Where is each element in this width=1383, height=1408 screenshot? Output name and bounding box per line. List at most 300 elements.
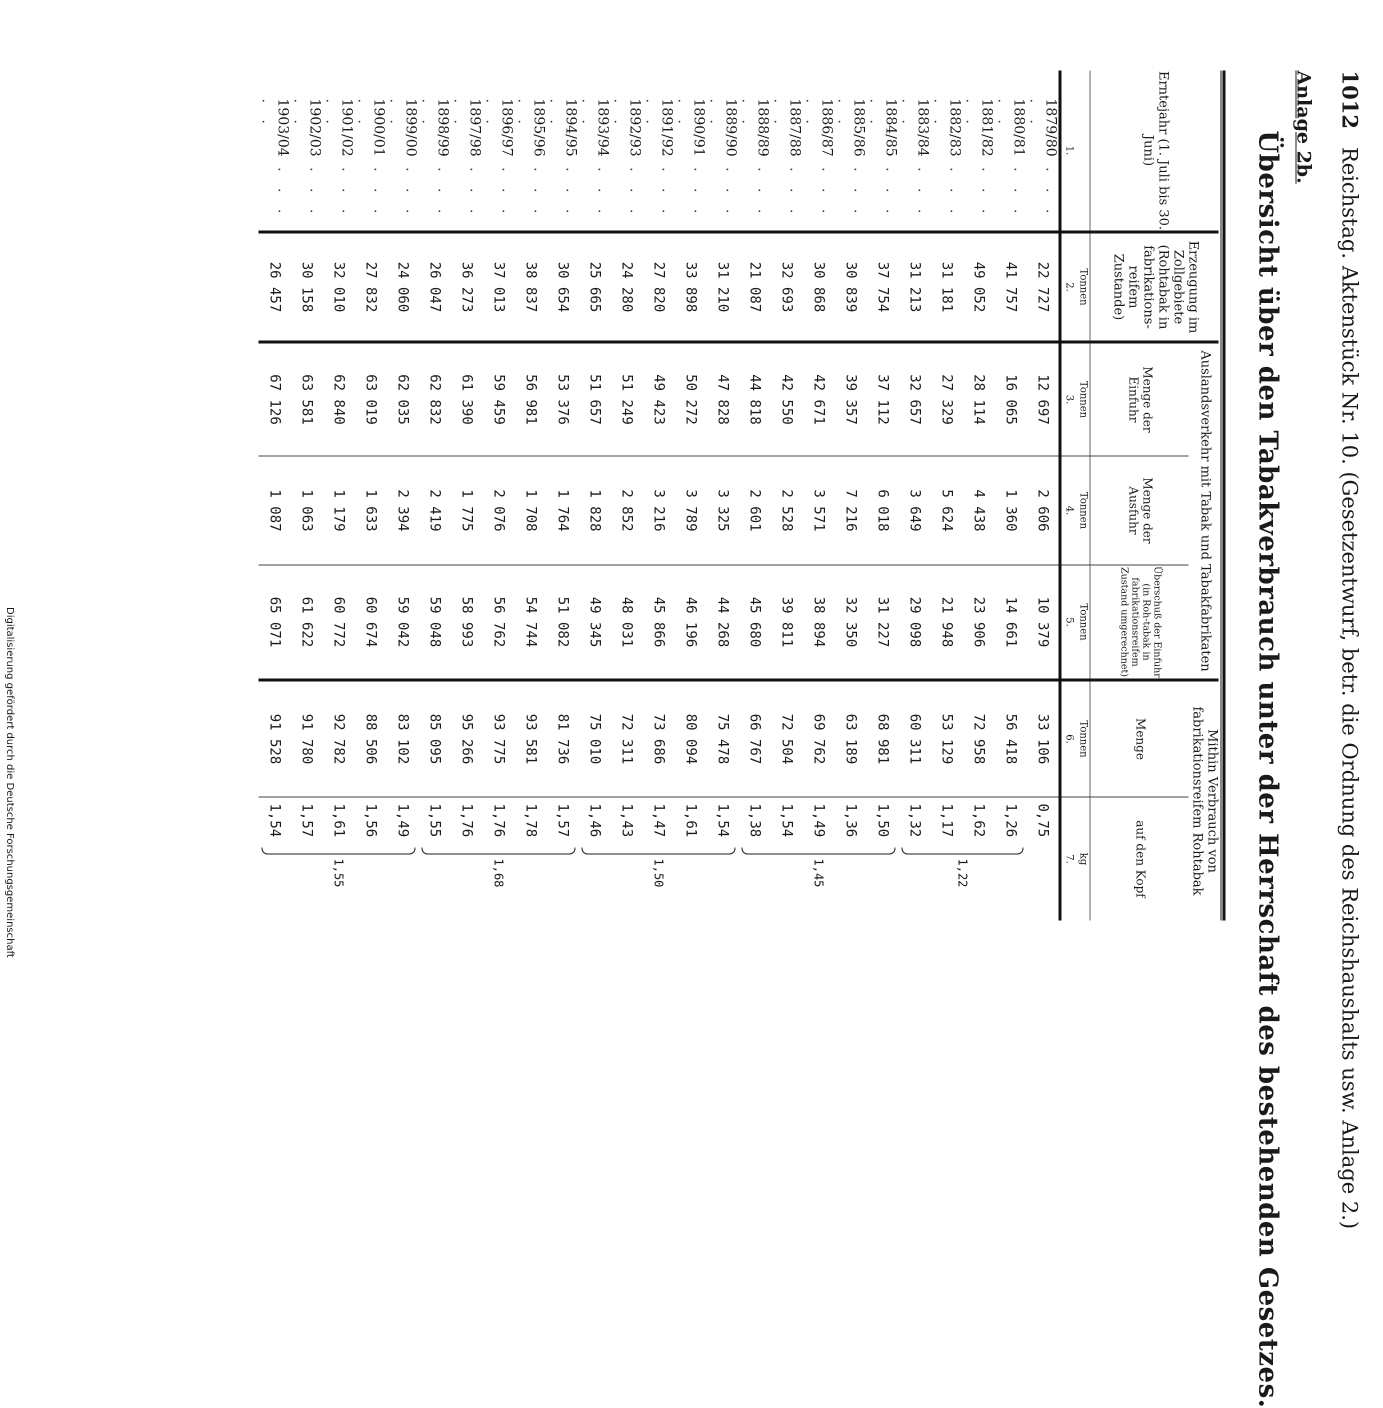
year-label: 1897/98 [466,98,483,157]
leader-dots: . . . . . [354,98,387,220]
table-row [547,71,579,921]
cell-menge: 53 129 [931,680,963,797]
year-label: 1903/04 [274,98,291,157]
brace-mark [742,848,896,855]
leader-dots: . . . . . [514,98,547,220]
table-row [643,71,675,921]
unit-cell: Tonnen [1076,342,1091,456]
cell-surplus: 51 082 [547,565,579,680]
cell-surplus: 59 048 [419,565,451,680]
cell-export: 3 216 [643,456,675,565]
year-label: 1889/90 [722,98,739,157]
table-row [611,71,643,921]
cell-year [771,71,803,233]
cell-import: 12 697 [1027,342,1061,456]
cell-year [899,71,931,233]
table-row [355,71,387,921]
cell-kopf: 0,75 [1027,797,1061,921]
cell-import: 42 550 [771,342,803,456]
cell-surplus: 21 948 [931,565,963,680]
table-row [579,71,611,921]
cell-kopf: 1,78 [515,797,547,921]
cell-prod: 31 210 [707,232,739,342]
cell-surplus: 54 744 [515,565,547,680]
cell-menge: 72 504 [771,680,803,797]
brace-mark [582,848,736,855]
table-row [483,71,515,921]
table-row [739,71,771,921]
sidebar-credit [2,600,16,995]
cell-import: 27 329 [931,342,963,456]
cell-import: 51 249 [611,342,643,456]
cell-kopf: 1,57 [547,797,579,921]
title-rule [1223,71,1226,921]
cell-import: 62 035 [387,342,419,456]
cell-import: 28 114 [963,342,995,456]
year-label: 1899/00 [402,98,419,157]
cell-import: 53 376 [547,342,579,456]
year-label: 1879/80 [1042,98,1059,157]
year-label: 1902/03 [306,98,323,157]
header-ueberschuss: Überschuß der Einfuhr (in Roh-tabak in fabrikationsreifem Zustand umgerechnet) [1090,565,1189,680]
anlage-label: Anlage 2b. [1292,70,1315,184]
cell-menge: 83 102 [387,680,419,797]
cell-import: 67 126 [259,342,291,456]
leader-dots: . . . . . [610,98,643,220]
sidebar-note: Digitalisierung gefördert durch die Deutsche Forschungsgemeinschaft [4,607,15,958]
cell-menge: 60 311 [899,680,931,797]
cell-surplus: 39 811 [771,565,803,680]
table-row [867,71,899,921]
year-label: 1892/93 [626,98,643,157]
cell-menge: 72 958 [963,680,995,797]
cell-prod: 21 087 [739,232,771,342]
cell-kopf: 1,54 [771,797,803,921]
cell-surplus: 10 379 [1027,565,1061,680]
leader-dots: . . . . . [770,98,803,220]
table-row [1027,71,1061,921]
cell-import: 37 112 [867,342,899,456]
average-value: 1,50 [651,858,666,888]
year-label: 1880/81 [1010,98,1027,157]
brace-mark [422,848,576,855]
table-row [899,71,931,921]
cell-prod: 30 868 [803,232,835,342]
table-row [291,71,323,921]
cell-menge: 95 266 [451,680,483,797]
cell-prod: 26 457 [259,232,291,342]
cell-export: 2 419 [419,456,451,565]
running-title: Reichstag. Aktenstück Nr. 10. (Gesetzentwurf, betr. die Ordnung des Reichshaushalts usw. Anlage 2.) [1337,146,1362,1230]
average-brace [423,848,575,888]
cell-menge: 91 780 [291,680,323,797]
cell-prod: 26 047 [419,232,451,342]
cell-menge: 68 981 [867,680,899,797]
leader-dots: . . . . . [866,98,899,220]
year-label: 1886/87 [818,98,835,157]
cell-surplus: 60 674 [355,565,387,680]
year-label: 1898/99 [434,98,451,157]
year-label: 1901/02 [338,98,355,157]
cell-export: 1 775 [451,456,483,565]
header-auslandsverkehr: Auslandsverkehr mit Tabak und Tabakfabrikaten [1189,342,1219,680]
cell-prod: 38 837 [515,232,547,342]
cell-export: 6 018 [867,456,899,565]
cell-kopf: 1,32 [899,797,931,921]
cell-year [707,71,739,233]
cell-export: 2 601 [739,456,771,565]
year-label: 1893/94 [594,98,611,157]
leader-dots: . . . . . [802,98,835,220]
tobacco-consumption-table [259,71,1219,921]
cell-year [451,71,483,233]
unit-cell: Tonnen [1076,456,1091,565]
year-label: 1883/84 [914,98,931,157]
cell-kopf: 1,56 [355,797,387,921]
cell-year [835,71,867,233]
cell-prod: 49 052 [963,232,995,342]
cell-import: 63 019 [355,342,387,456]
cell-surplus: 60 772 [323,565,355,680]
cell-prod: 25 665 [579,232,611,342]
cell-surplus: 46 196 [675,565,707,680]
table-row [515,71,547,921]
cell-prod: 30 654 [547,232,579,342]
average-value: 1,68 [491,858,506,888]
average-value: 1,55 [331,858,346,888]
cell-year [1027,71,1061,233]
cell-export: 4 438 [963,456,995,565]
column-number: 6. [1060,680,1076,797]
cell-export: 2 076 [483,456,515,565]
cell-import: 62 832 [419,342,451,456]
leader-dots: . . . . . [546,98,579,220]
cell-kopf: 1,49 [803,797,835,921]
cell-surplus: 45 866 [643,565,675,680]
header-ausfuhr: Menge der Ausfuhr [1090,456,1189,565]
cell-surplus: 31 227 [867,565,899,680]
cell-prod: 30 839 [835,232,867,342]
page-number: 1012 [1337,70,1363,129]
cell-menge: 92 782 [323,680,355,797]
column-number: 2. [1060,232,1076,342]
year-label: 1894/95 [562,98,579,157]
leader-dots: . . . . . [1026,98,1059,220]
leader-dots: . . . . . [418,98,451,220]
cell-surplus: 59 042 [387,565,419,680]
cell-menge: 75 478 [707,680,739,797]
year-label: 1895/96 [530,98,547,157]
cell-menge: 81 736 [547,680,579,797]
cell-prod: 27 820 [643,232,675,342]
year-label: 1890/91 [690,98,707,157]
leader-dots: . . . . . [258,98,291,220]
document-title: Übersicht über den Tabakverbrauch unter der Herrschaft des bestehenden Gesetzes. [1252,130,1283,1408]
cell-import: 62 840 [323,342,355,456]
cell-prod: 31 213 [899,232,931,342]
leader-dots: . . . . . [642,98,675,220]
cell-menge: 75 010 [579,680,611,797]
cell-kopf: 1,54 [707,797,739,921]
table-row [451,71,483,921]
cell-surplus: 29 098 [899,565,931,680]
cell-kopf: 1,76 [451,797,483,921]
year-label: 1882/83 [946,98,963,157]
leader-dots: . . . . . [962,98,995,220]
cell-menge: 93 775 [483,680,515,797]
table-row [387,71,419,921]
cell-export: 2 852 [611,456,643,565]
cell-menge: 72 311 [611,680,643,797]
brace-mark [262,848,416,855]
cell-kopf: 1,76 [483,797,515,921]
unit-cell: Tonnen [1076,565,1091,680]
cell-export: 3 649 [899,456,931,565]
cell-surplus: 61 622 [291,565,323,680]
cell-menge: 66 767 [739,680,771,797]
cell-export: 1 063 [291,456,323,565]
table-row [771,71,803,921]
cell-prod: 36 273 [451,232,483,342]
cell-export: 2 394 [387,456,419,565]
cell-surplus: 44 268 [707,565,739,680]
cell-kopf: 1,61 [675,797,707,921]
table-row [803,71,835,921]
leader-dots: . . . . . [578,98,611,220]
cell-prod: 41 757 [995,232,1027,342]
cell-year [259,71,291,233]
cell-prod: 24 060 [387,232,419,342]
year-label: 1884/85 [882,98,899,157]
cell-import: 42 671 [803,342,835,456]
year-label: 1900/01 [370,98,387,157]
cell-import: 32 657 [899,342,931,456]
cell-year [931,71,963,233]
cell-export: 7 216 [835,456,867,565]
cell-prod: 37 754 [867,232,899,342]
cell-export: 3 325 [707,456,739,565]
document-page [0,1,1383,1408]
cell-surplus: 48 031 [611,565,643,680]
year-label: 1888/89 [754,98,771,157]
average-value: 1,22 [955,858,970,888]
cell-year [579,71,611,233]
cell-prod: 22 727 [1027,232,1061,342]
header-erntejahr: Erntejahr (1. Juli bis 30. Juni) [1140,70,1171,231]
cell-import: 61 390 [451,342,483,456]
cell-import: 16 065 [995,342,1027,456]
leader-dots: . . . . . [706,98,739,220]
cell-menge: 69 762 [803,680,835,797]
cell-import: 50 272 [675,342,707,456]
cell-import: 51 657 [579,342,611,456]
average-brace [263,848,415,888]
cell-import: 56 981 [515,342,547,456]
table-row [995,71,1027,921]
cell-prod: 30 158 [291,232,323,342]
cell-kopf: 1,17 [931,797,963,921]
cell-prod: 32 693 [771,232,803,342]
cell-kopf: 1,55 [419,797,451,921]
cell-year [643,71,675,233]
table-row [675,71,707,921]
column-number: 7. [1060,797,1076,921]
cell-export: 1 179 [323,456,355,565]
cell-year [387,71,419,233]
cell-year [995,71,1027,233]
unit-cell: Tonnen [1076,680,1091,797]
table-row [419,71,451,921]
cell-kopf: 1,43 [611,797,643,921]
cell-year [355,71,387,233]
cell-surplus: 23 906 [963,565,995,680]
column-number: 3. [1060,342,1076,456]
cell-export: 1 360 [995,456,1027,565]
brace-mark [902,848,1024,855]
table-row [835,71,867,921]
cell-kopf: 1,46 [579,797,611,921]
table-body [259,71,1061,921]
cell-import: 47 828 [707,342,739,456]
cell-kopf: 1,49 [387,797,419,921]
year-label: 1885/86 [850,98,867,157]
average-value: 1,45 [811,858,826,888]
cell-kopf: 1,38 [739,797,771,921]
cell-import: 49 423 [643,342,675,456]
cell-surplus: 65 071 [259,565,291,680]
table-row [931,71,963,921]
cell-prod: 33 898 [675,232,707,342]
cell-export: 2 606 [1027,456,1061,565]
cell-import: 39 357 [835,342,867,456]
unit-cell [1076,71,1091,233]
cell-prod: 24 280 [611,232,643,342]
cell-menge: 85 095 [419,680,451,797]
cell-surplus: 49 345 [579,565,611,680]
cell-export: 1 828 [579,456,611,565]
cell-menge: 93 581 [515,680,547,797]
cell-year [515,71,547,233]
unit-cell: Tonnen [1076,232,1091,342]
year-label: 1896/97 [498,98,515,157]
table-row [323,71,355,921]
cell-surplus: 58 993 [451,565,483,680]
cell-export: 1 708 [515,456,547,565]
cell-menge: 91 528 [259,680,291,797]
table-row [707,71,739,921]
column-number: 4. [1060,456,1076,565]
cell-kopf: 1,50 [867,797,899,921]
header-erzeugung: Erzeugung im Zollgebiete (Rohtabak in fabrikations-reifem Zustande) [1090,232,1218,342]
leader-dots: . . . . . [674,98,707,220]
cell-menge: 80 094 [675,680,707,797]
cell-export: 1 087 [259,456,291,565]
cell-menge: 88 506 [355,680,387,797]
average-brace [743,848,895,888]
cell-import: 44 818 [739,342,771,456]
column-number: 5. [1060,565,1076,680]
year-label: 1881/82 [978,98,995,157]
cell-year [611,71,643,233]
leader-dots: . . . . . [898,98,931,220]
cell-year [323,71,355,233]
running-header [1337,70,1363,1230]
cell-import: 63 581 [291,342,323,456]
cell-kopf: 1,26 [995,797,1027,921]
cell-kopf: 1,61 [323,797,355,921]
header-menge: Menge [1090,680,1189,797]
cell-kopf: 1,57 [291,797,323,921]
cell-year [963,71,995,233]
cell-surplus: 38 894 [803,565,835,680]
cell-year [739,71,771,233]
cell-kopf: 1,36 [835,797,867,921]
cell-prod: 32 010 [323,232,355,342]
cell-export: 3 571 [803,456,835,565]
year-label: 1891/92 [658,98,675,157]
cell-year [291,71,323,233]
cell-prod: 27 832 [355,232,387,342]
cell-export: 5 624 [931,456,963,565]
cell-year [675,71,707,233]
leader-dots: . . . . . [322,98,355,220]
cell-year [547,71,579,233]
leader-dots: . . . . . [386,98,419,220]
average-brace [903,848,1023,888]
leader-dots: . . . . . [290,98,323,220]
cell-surplus: 14 661 [995,565,1027,680]
average-brace [583,848,735,888]
cell-kopf: 1,62 [963,797,995,921]
cell-export: 3 789 [675,456,707,565]
leader-dots: . . . . . [482,98,515,220]
cell-export: 1 633 [355,456,387,565]
leader-dots: . . . . . [834,98,867,220]
column-number: 1. [1060,71,1076,233]
header-einfuhr: Menge der Einfuhr [1090,342,1189,456]
cell-year [803,71,835,233]
year-label: 1887/88 [786,98,803,157]
leader-dots: . . . . . [930,98,963,220]
cell-surplus: 45 680 [739,565,771,680]
cell-surplus: 56 762 [483,565,515,680]
title-rule-thin [1221,71,1222,921]
cell-kopf: 1,54 [259,797,291,921]
header-kopf: auf den Kopf [1090,797,1189,921]
cell-year [419,71,451,233]
cell-prod: 37 013 [483,232,515,342]
leader-dots: . . . . . [738,98,771,220]
table-row [963,71,995,921]
header-verbrauch: Mithin Verbrauch von fabrikationsreifem Rohtabak [1189,680,1219,921]
cell-menge: 33 106 [1027,680,1061,797]
cell-surplus: 32 350 [835,565,867,680]
cell-menge: 73 686 [643,680,675,797]
cell-year [867,71,899,233]
leader-dots: . . . . . [450,98,483,220]
table-row [259,71,291,921]
cell-kopf: 1,47 [643,797,675,921]
cell-export: 1 764 [547,456,579,565]
leader-dots: . . . . . [994,98,1027,220]
unit-cell: kg [1076,797,1091,921]
cell-year [483,71,515,233]
cell-export: 2 528 [771,456,803,565]
cell-menge: 63 189 [835,680,867,797]
cell-menge: 56 418 [995,680,1027,797]
cell-import: 59 459 [483,342,515,456]
cell-prod: 31 181 [931,232,963,342]
